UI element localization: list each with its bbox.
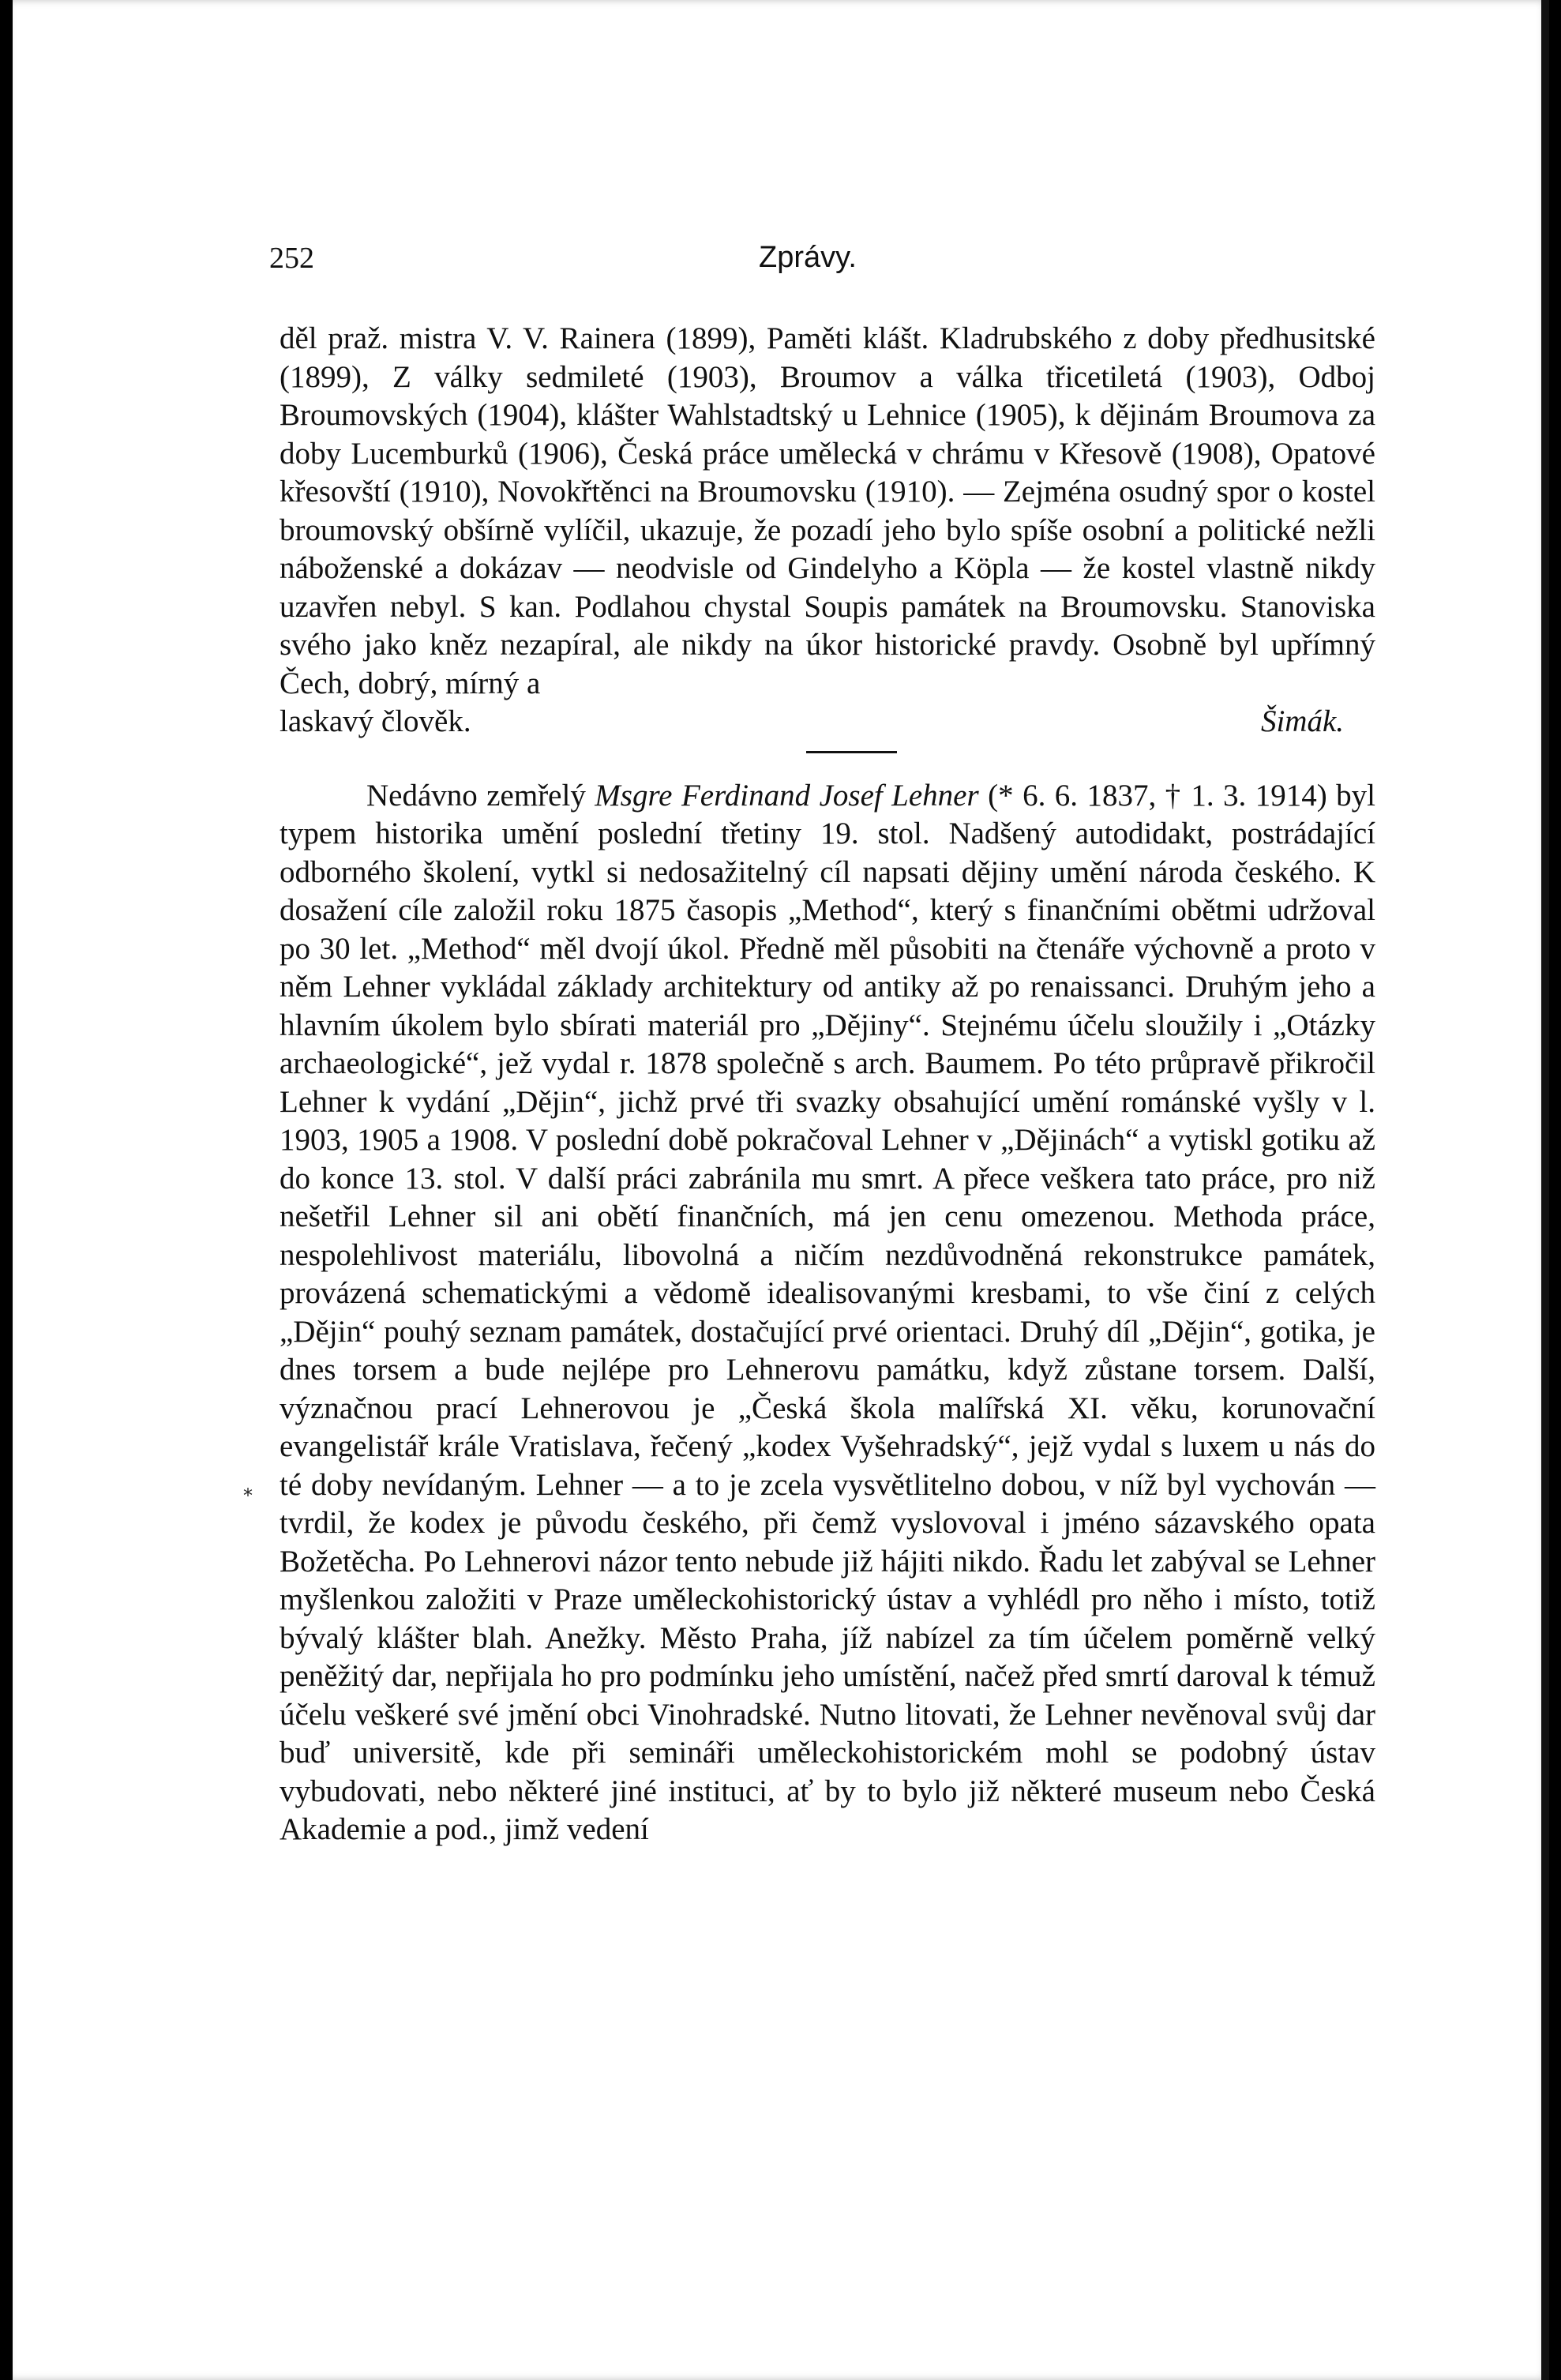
signature-line (280, 703, 1375, 741)
paragraph-lehner (280, 777, 1375, 1849)
paragraph-lehner-intro: Nedávno zemřelý (366, 778, 595, 813)
section-divider (806, 751, 897, 753)
paragraph-simak-last-line: laskavý člověk. (280, 704, 471, 738)
page-number: 252 (269, 242, 314, 275)
margin-mark: * (243, 1485, 253, 1507)
person-name: Msgre Ferdinand Josef Lehner (595, 778, 979, 813)
author-signature: Šimák. (1260, 704, 1344, 738)
page-edge-shadow (1541, 0, 1549, 2380)
paragraph-lehner-text: (* 6. 6. 1837, † 1. 3. 1914) byl typem historika umění poslední třetiny 19. stol. Nadšený autodidakt, postrádající odborného školení, vytkl si nedosažitelný cíl napsati dějiny umění národa českého. K dosažení cíle založil roku 1875 časopis „Method“, který s finančními obětmi udržoval po 30 let. „Method“ měl dvojí úkol. Předně měl působiti na čtenáře výchovně a proto v něm Lehner vykládal základy architektury od antiky až po renaissanci. Druhým jeho a hlavním úkolem bylo sbírati materiál pro „Dějiny“. Stejnému účelu sloužily i „Otázky archaeologické“, jež vydal r. 1878 společně s arch. Baumem. Po této průpravě přikročil Lehner k vydání „Dějin“, jichž prvé tři svazky obsahující umění románské vyšly v l. 1903, 1905 a 1908. V poslední době pokračoval Lehner v „Dějinách“ a vytiskl gotiku až do konce 13. stol. V další práci zabránila mu smrt. A přece veškera tato práce, pro niž nešetřil Lehner sil ani obětí finančních, má jen cenu omezenou. Methoda práce, nespolehlivost materiálu, libovolná a ničím nezdůvodněná rekonstrukce památek, provázená schematickými a vědomě idealisovanými kresbami, to vše činí z celých „Dějin“ pouhý seznam památek, dostačující prvé orientaci. Druhý díl „Dějin“, gotika, je dnes torsem a bude nejlépe pro Lehnerovu památku, když zůstane torsem. Další, význačnou prací Lehnerovou je „Česká škola malířská XI. věku, korunovační evangelistář krále Vratislava, řečený „kodex Vyšehradský“, jejž vydal s luxem u nás do té doby nevídaným. Lehner — a to je zcela vysvětlitelno dobou, v níž byl vychován — tvrdil, že kodex je původu českého, při čemž vyslovoval i jméno sázavského opata Božetěcha. Po Lehnerovi názor tento nebude již hájiti nikdo. Řadu let zabýval se Lehner myšlenkou založiti v Praze uměleckohistorický ústav a vyhlédl pro něho i místo, totiž bývalý klášter blah. Anežky. Město Praha, jíž nabízel za tím účelem poměrně velký peněžitý dar, nepřijala ho pro podmínku jeho umístění, načež před smrtí daroval k témuž účelu veškeré své jmění obci Vinohradské. Nutno litovati, že Lehner nevěnoval svůj dar buď universitě, kde při semináři uměleckohistorickém mohl se podobný ústav vybudovati, nebo některé jiné instituci, ať by to bylo již některé museum nebo Česká Akademie a pod., jimž vedení (280, 778, 1376, 1846)
body-text (280, 320, 1375, 1849)
paragraph-simak-text: děl praž. mistra V. V. Rainera (1899), Paměti klášt. Kladrubského z doby předhusitské (1899), Z války sedmileté (1903), Broumov a válka třicetiletá (1903), Odboj Broumovských (1904), klášter Wahlstadtský u Lehnice (1905), k dějinám Broumova za doby Lucemburků (1906), Česká práce umělecká v chrámu v Křesově (1908), Opatové křesovští (1910), Novokřtěnci na Broumovsku (1910). — Zejména osudný spor o kostel broumovský obšírně vylíčil, ukazuje, že pozadí jeho bylo spíše osobní a politické nežli náboženské a dokázav — neodvisle od Gindelyho a Köpla — že kostel vlastně nikdy uzavřen nebyl. S kan. Podlahou chystal Soupis památek na Broumovsku. Stanoviska svého jako kněz nezapíral, ale nikdy na úkor historické pravdy. Osobně byl upřímný Čech, dobrý, mírný a (280, 321, 1375, 700)
page-header (269, 241, 1375, 288)
book-page (13, 0, 1549, 2380)
paragraph-simak (280, 320, 1375, 703)
running-title: Zprávy. (759, 241, 857, 274)
